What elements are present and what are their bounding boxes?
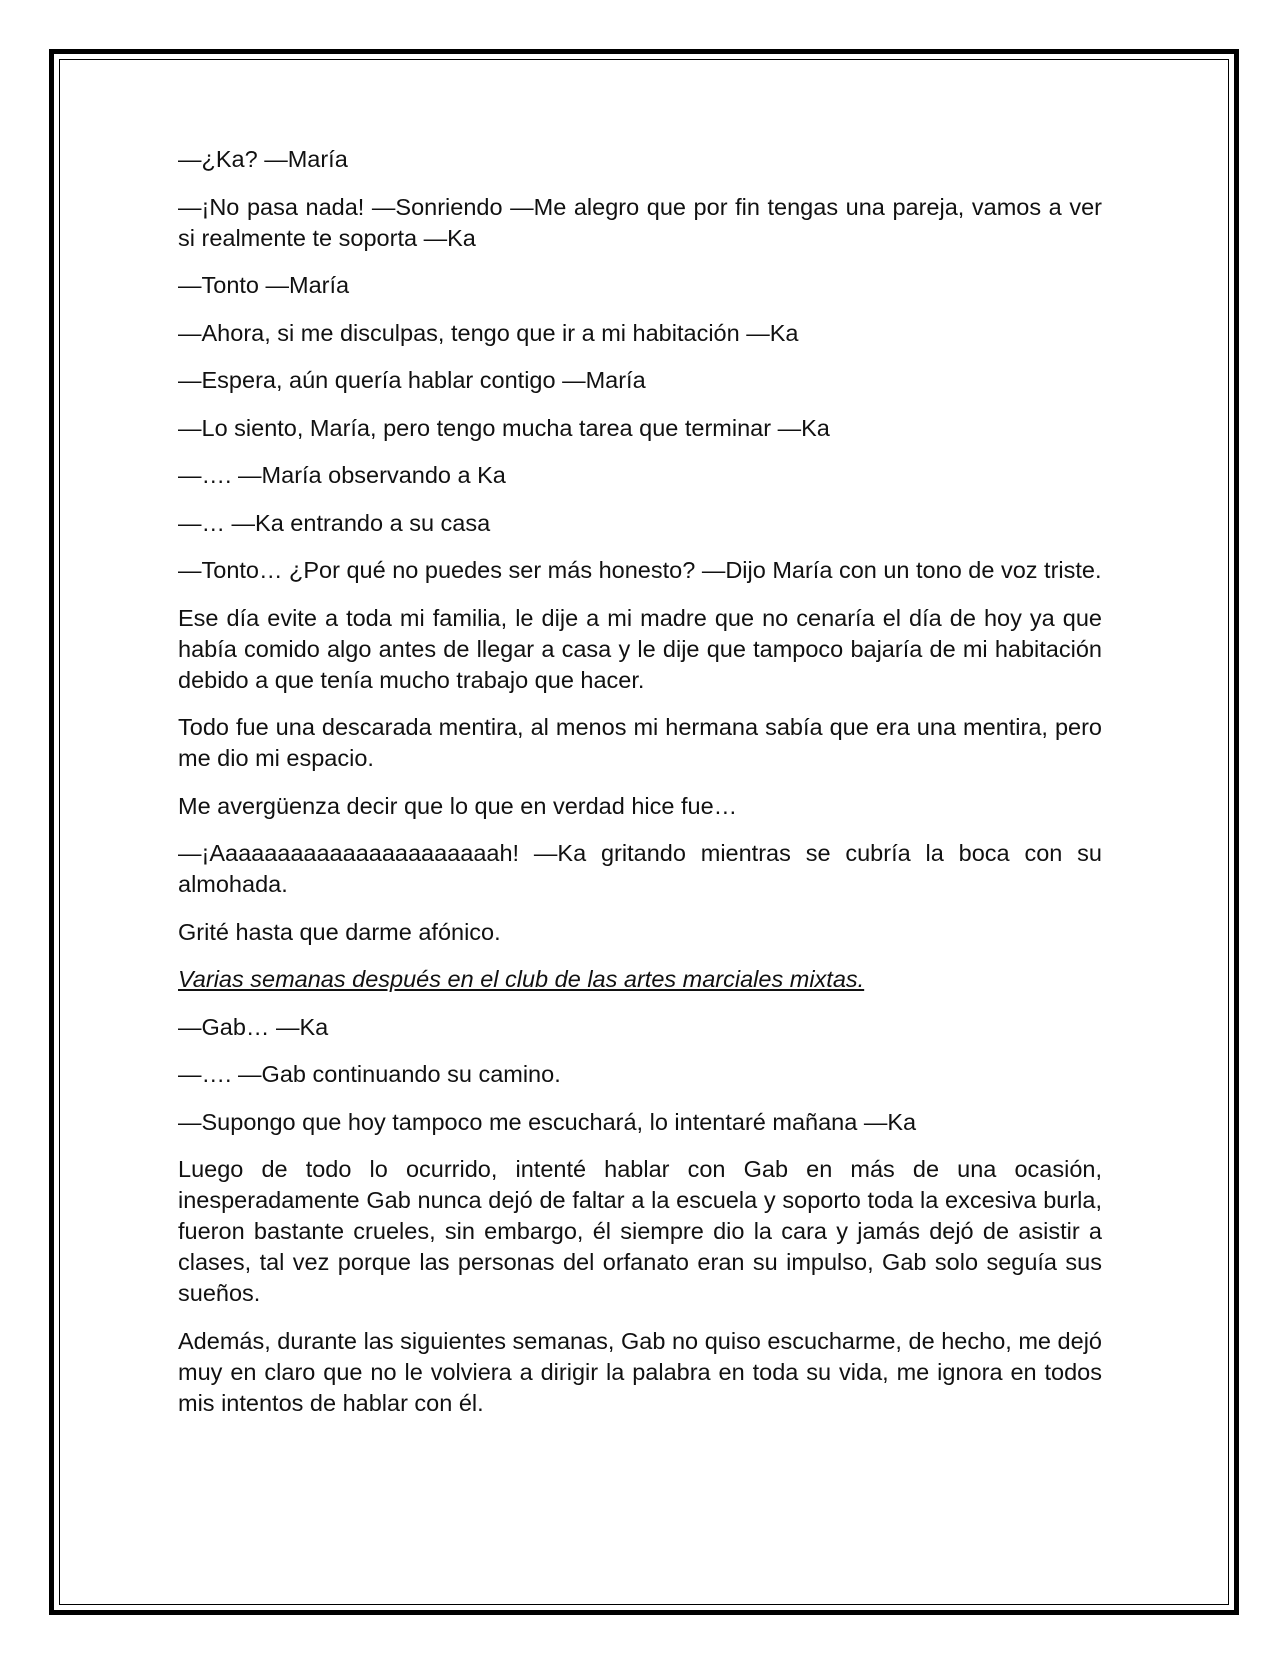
paragraph: —Tonto… ¿Por qué no puedes ser más honesto? —Dijo María con un tono de voz triste. xyxy=(178,557,1102,583)
paragraph: —¡No pasa nada! —Sonriendo —Me alegro que por fin tengas una pareja, vamos a ver si realmente te soporta —Ka xyxy=(178,193,1102,251)
paragraph: —Lo siento, María, pero tengo mucha tarea que terminar —Ka xyxy=(178,414,830,441)
paragraph: Me avergüenza decir que lo que en verdad hice fue… xyxy=(178,792,738,819)
paragraph: —…. —Gab continuando su camino. xyxy=(178,1061,561,1087)
scene-heading: Varias semanas después en el club de las artes marciales mixtas. xyxy=(178,966,865,992)
paragraph: —… —Ka entrando a su casa xyxy=(178,509,491,536)
paragraph: Ese día evite a toda mi familia, le dije a mi madre que no cenaría el día de hoy ya que había comido algo antes de llegar a casa y le dije que tampoco bajaría de mi habitación debido a que tenía mucho trabajo que hacer. xyxy=(178,604,1102,693)
paragraph: —¡Aaaaaaaaaaaaaaaaaaaaaah! —Ka gritando mientras se cubría la boca con su almohada. xyxy=(178,840,1102,897)
paragraph: Luego de todo lo ocurrido, intenté hablar con Gab en más de una ocasión, inesperadamente Gab nunca dejó de faltar a la escuela y soporto toda la excesiva burla, fueron bastante crueles, sin embargo, él siempre dio la cara y jamás dejó de asistir a clases, tal vez porque las personas del orfanato eran su impulso, Gab solo seguía sus sueños. xyxy=(178,1156,1102,1306)
paragraph: —Tonto —María xyxy=(178,272,350,298)
paragraph: —¿Ka? —María xyxy=(178,146,348,172)
paragraph: —Espera, aún quería hablar contigo —María xyxy=(178,367,646,393)
paragraph: Grité hasta que darme afónico. xyxy=(178,918,501,945)
paragraph: Además, durante las siguientes semanas, Gab no quiso escucharme, de hecho, me dejó muy en claro que no le volviera a dirigir la palabra en toda su vida, me ignora en todos mis intentos de hablar con él. xyxy=(178,1327,1102,1416)
paragraph: —…. —María observando a Ka xyxy=(178,462,506,488)
paragraph: —Supongo que hoy tampoco me escuchará, lo intentaré mañana —Ka xyxy=(178,1108,917,1135)
paragraph: —Ahora, si me disculpas, tengo que ir a mi habitación —Ka xyxy=(178,319,799,346)
page-body xyxy=(178,144,1102,1435)
paragraph: Todo fue una descarada mentira, al menos mi hermana sabía que era una mentira, pero me dio mi espacio. xyxy=(178,714,1102,771)
paragraph: —Gab… —Ka xyxy=(178,1013,329,1040)
